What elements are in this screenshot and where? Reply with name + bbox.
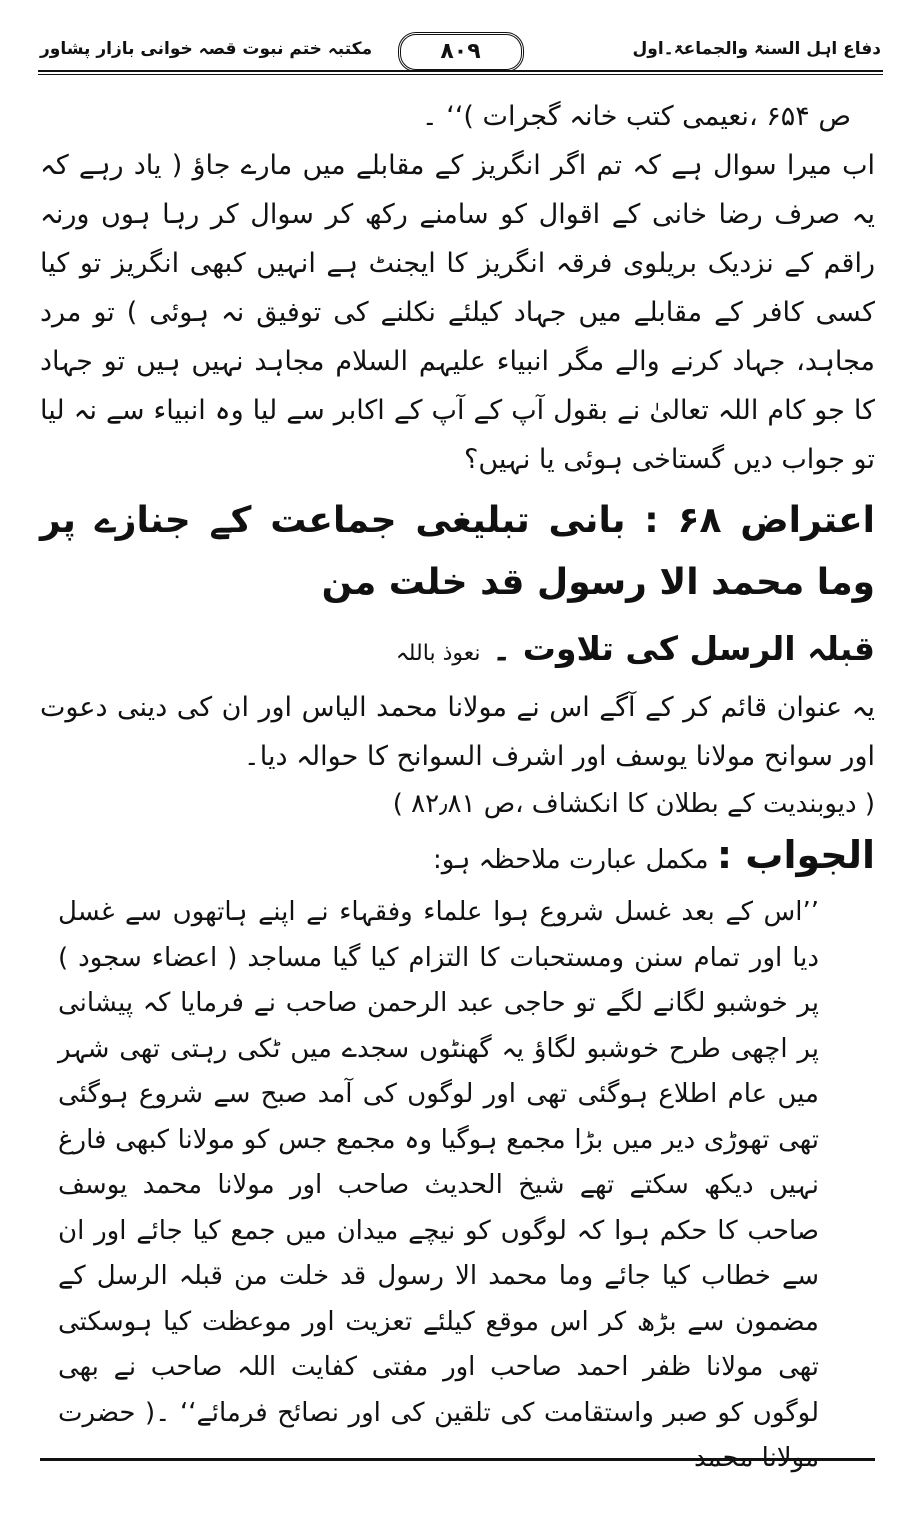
heading-continuation: قبلہ الرسل کی تلاوت ۔ — [491, 629, 875, 668]
heading-suffix: نعوذ باللہ — [395, 641, 481, 666]
continued-reference: ص ۶۵۴ ،نعیمی کتب خانہ گجرات )‘‘ ۔ — [421, 101, 851, 132]
answer-line — [40, 829, 875, 886]
publisher-name: مکتبہ ختم نبوت قصہ خوانی بازار پشاور — [40, 39, 373, 59]
book-title: دفاع اہل السنۃ والجماعۃ۔اول — [632, 39, 881, 59]
quote-text: ’’اس کے بعد غسل شروع ہوا علماء وفقہاء نے اپنے ہاتھوں سے غسل دیا اور تمام سنن ومستحبات کا التزام کیا گیا مساجد ( اعضاء سجود ) پر خوشبو لگانے لگے تو حاجی عبد الرحمن صاحب نے فرمایا کہ پیشانی پر اچھی طرح خوشبو لگاؤ یہ گھنٹوں سجدے میں ٹکی رہتی تھی شہر میں عام اطلاع ہوگئی تھی اور لوگوں کی آمد صبح سے شروع ہوگئی تھی تھوڑی دیر میں بڑا مجمع ہوگیا وہ مجمع جس کو مولانا کبھی فارغ نہیں دیکھ سکتے تھے شیخ الحدیث صاحب اور مولانا محمد یوسف صاحب کا حکم ہوا کہ لوگوں کو نیچے میدان میں جمع کیا جائے اور ان سے خطاب کیا جائے وما محمد الا رسول قد خلت من قبلہ الرسل کے مضمون سے بڑھ کر اس موقع کیلئے تعزیت اور موعظت کیا ہوسکتی تھی مولانا ظفر احمد صاحب اور مفتی کفایت اللہ صاحب نے بھی لوگوں کو صبر واستقامت کی تلقین کی اور نصائح فرمائے‘‘ ۔( حضرت مولانا محمد — [58, 897, 819, 1473]
footer-rule — [40, 1458, 875, 1461]
paragraph: اب میرا سوال ہے کہ تم اگر انگریز کے مقابلے میں مارے جاؤ ( یاد رہے کہ یہ صرف رضا خانی کے اقوال کو سامنے رکھ کر سوال کر رہا ہوں ورنہ راقم کے نزدیک بریلوی فرقہ انگریز کا ایجنٹ ہے انہیں کبھی انگریز تو کیا کسی کافر کے مقابلے میں جہاد کیلئے نکلنے کی توفیق نہ ہوئی ) تو مرد مجاہد، جہاد کرنے والے مگر انبیاء علیہم السلام مجاہد نہیں ہیں تو جہاد کا جو کام اللہ تعالیٰ نے بقول آپ کے آپ کے اکابر سے لیا وہ انبیاء سے نہ لیا تو جواب دیں گستاخی ہوئی یا نہیں؟ — [40, 150, 875, 475]
objection-heading-continued — [40, 620, 875, 683]
page-content — [40, 92, 875, 1482]
paragraph: یہ عنوان قائم کر کے آگے اس نے مولانا محمد الیاس اور ان کی دینی دعوت اور سوانح مولانا یوسف اور اشرف السوانح کا حوالہ دیا۔ — [40, 692, 875, 772]
header-rule-thin — [38, 74, 883, 75]
objection-heading: اعتراض ۶۸ : بانی تبلیغی جماعت کے جنازے پر وما محمد الا رسول قد خلت من — [40, 500, 875, 603]
answer-label: الجواب : — [716, 833, 875, 877]
answer-intro: مکمل عبارت ملاحظہ ہو: — [432, 845, 709, 875]
header-rule — [38, 70, 883, 72]
block-quote — [58, 890, 819, 1482]
page-number-badge: ۸۰۹ — [398, 32, 524, 72]
source-reference: ( دیوبندیت کے بطلان کا انکشاف ،ص ۸۲٫۸۱ ) — [392, 789, 875, 819]
page-header — [38, 32, 883, 94]
